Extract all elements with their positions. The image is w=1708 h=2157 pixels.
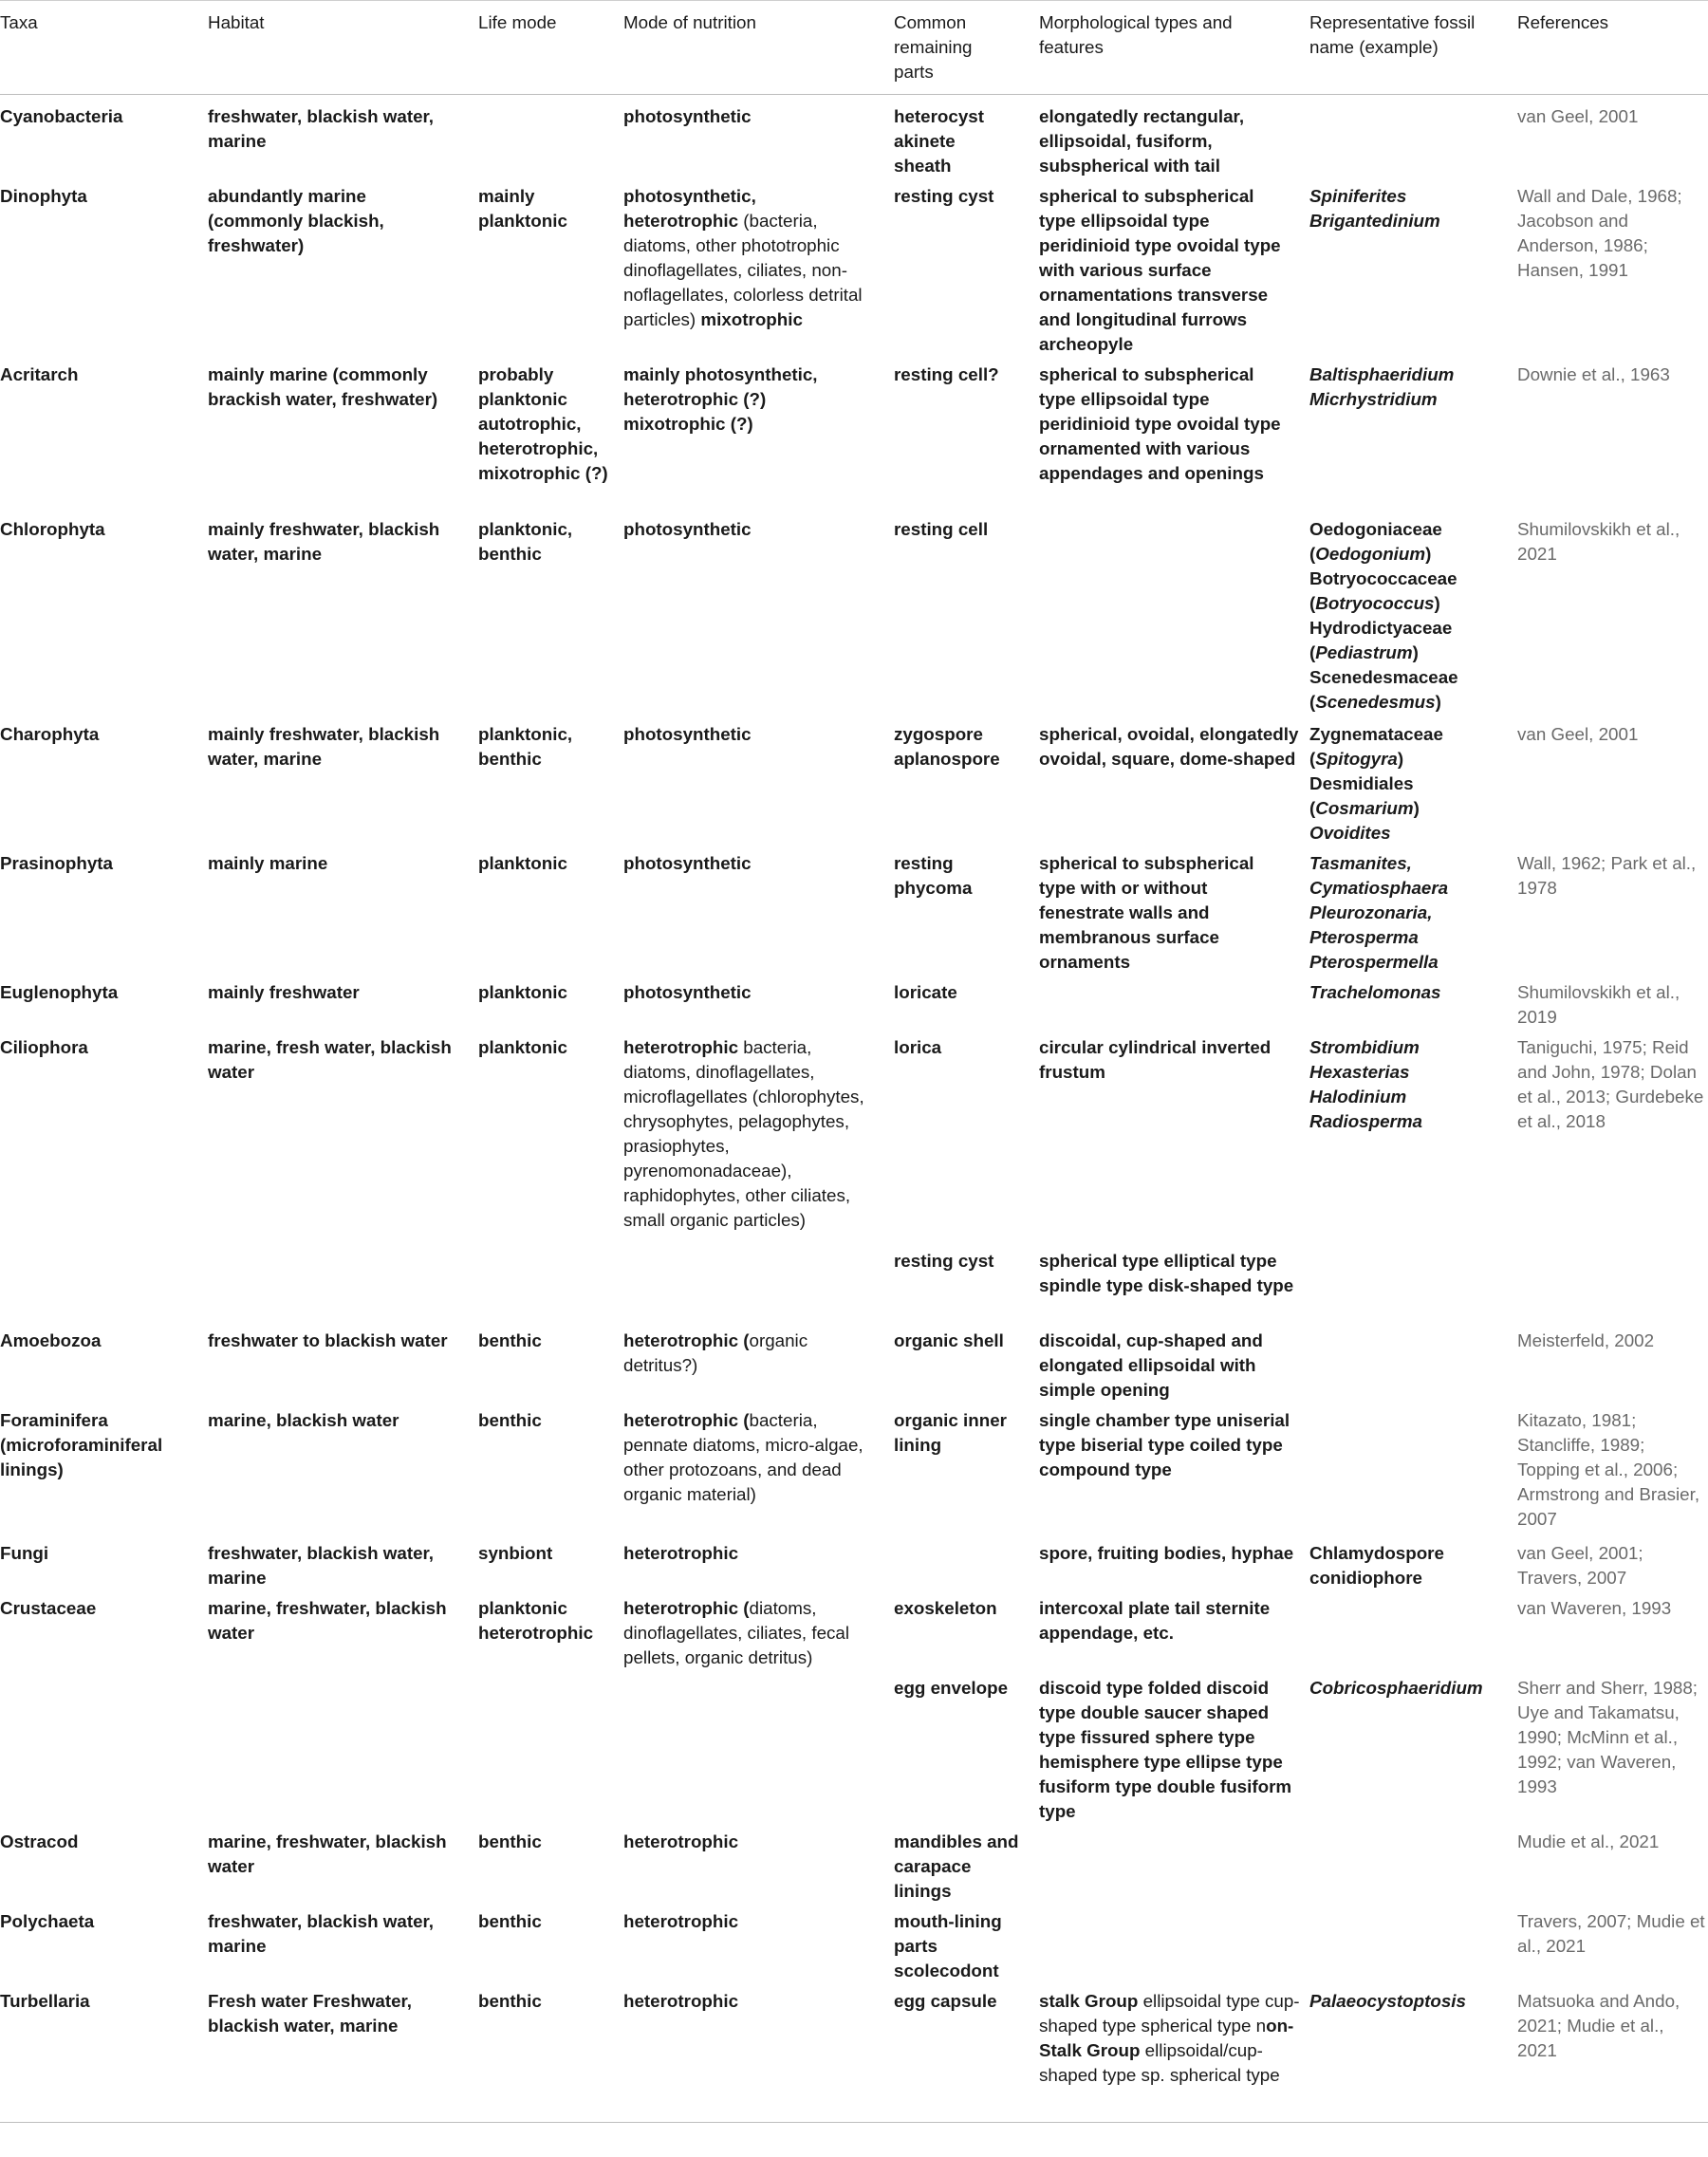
row-chlorophyta-refs: Shumilovskikh et al., 2021 — [1517, 519, 1680, 564]
row-ciliophora-morph: circular cylindrical inverted frustum — [1039, 1037, 1272, 1082]
row-ciliophora-fossil — [1309, 1035, 1509, 1134]
fossil-family: Hydrodictyaceae — [1309, 618, 1453, 638]
row-euglenophyta-taxa: Euglenophyta — [0, 982, 119, 1002]
fossil-name: Pleurozonaria, — [1309, 902, 1433, 922]
fossil-paren: ( — [1309, 798, 1316, 818]
fossil-name: Halodinium — [1309, 1087, 1407, 1106]
nutrition-detail: organic detritus?) — [623, 1330, 808, 1375]
row-amoebozoa-taxa: Amoebozoa — [0, 1330, 102, 1350]
row-dinophyta-habitat: abundantly marine (commonly blackish, freshwater) — [208, 186, 384, 255]
row-ostracod-parts: mandibles and carapace linings — [894, 1832, 1019, 1901]
fossil-paren: ( — [1309, 593, 1316, 613]
row-foraminifera-morph: single chamber type uniserial type biserial type coiled type compound type — [1039, 1410, 1290, 1479]
row-euglenophyta-habitat: mainly freshwater — [208, 982, 360, 1002]
row-cyanobacteria-parts: heterocyst akinete sheath — [894, 106, 984, 176]
row-prasinophyta-habitat: mainly marine — [208, 853, 328, 873]
row-dinophyta-fossil — [1309, 184, 1509, 233]
row-amoebozoa-morph: discoidal, cup-shaped and elongated ellipsoidal with simple opening — [1039, 1330, 1263, 1400]
row-turbellaria-parts: egg capsule — [894, 1991, 997, 2011]
row-ciliophora-habitat: marine, fresh water, blackish water — [208, 1037, 452, 1082]
row-chlorophyta-taxa: Chlorophyta — [0, 519, 105, 539]
nutrition-detail: (bacteria, diatoms, other phototrophic dinoflagellates, ciliates, non-noflagellates, colorless detrital particles) — [623, 211, 863, 329]
row-ostracod-life-mode: benthic — [478, 1832, 542, 1851]
row-cyanobacteria-habitat: freshwater, blackish water, marine — [208, 106, 435, 151]
row-acritarch-habitat: mainly marine (commonly brackish water, freshwater) — [208, 364, 438, 409]
row-crustaceae-nutrition — [623, 1596, 875, 1670]
fossil-name: Pterospermella — [1309, 952, 1439, 972]
row-prasinophyta-nutrition: photosynthetic — [623, 853, 752, 873]
row-crustaceae-refs: van Waveren, 1993 — [1517, 1598, 1672, 1618]
nutrition-part: heterotrophic ( — [623, 1598, 750, 1618]
fossil-name: Baltisphaeridium — [1309, 364, 1455, 384]
row-fungi-refs: van Geel, 2001; Travers, 2007 — [1517, 1543, 1643, 1588]
row-charophyta-habitat: mainly freshwater, blackish water, marine — [208, 724, 440, 769]
nutrition-part: mixotrophic — [700, 309, 803, 329]
header-life-mode: Life mode — [478, 12, 557, 32]
morph-detail: n — [1255, 2016, 1267, 2036]
fossil-genus: Pediastrum — [1315, 642, 1413, 662]
fossil-family: Zygnemataceae — [1309, 724, 1443, 744]
fossil-family: Desmidiales — [1309, 773, 1414, 793]
fossil-name: Pterosperma — [1309, 927, 1419, 947]
row-acritarch-refs: Downie et al., 1963 — [1517, 364, 1670, 384]
row-crustaceae-egg-fossil: Cobricosphaeridium — [1309, 1678, 1483, 1698]
row-euglenophyta-refs: Shumilovskikh et al., 2019 — [1517, 982, 1680, 1027]
fossil-paren: ( — [1309, 642, 1316, 662]
fossil-name: Brigantedinium — [1309, 211, 1440, 231]
row-amoebozoa-life-mode: benthic — [478, 1330, 542, 1350]
header-morph: Morphological types and features — [1039, 12, 1233, 57]
row-polychaeta-parts: mouth-lining parts scolecodont — [894, 1911, 1002, 1980]
row-ostracod-nutrition: heterotrophic — [623, 1832, 739, 1851]
row-prasinophyta-taxa: Prasinophyta — [0, 853, 113, 873]
row-polychaeta-nutrition: heterotrophic — [623, 1911, 739, 1931]
row-chlorophyta-habitat: mainly freshwater, blackish water, marine — [208, 519, 440, 564]
header-refs: References — [1517, 12, 1609, 32]
morph-group: stalk Group — [1039, 1991, 1139, 2011]
row-fungi-habitat: freshwater, blackish water, marine — [208, 1543, 435, 1588]
nutrition-part: heterotrophic ( — [623, 1410, 750, 1430]
row-euglenophyta-nutrition: photosynthetic — [623, 982, 752, 1002]
fossil-name: Micrhystridium — [1309, 389, 1438, 409]
row-ciliophora-refs: Taniguchi, 1975; Reid and John, 1978; Dolan et al., 2013; Gurdebeke et al., 2018 — [1517, 1037, 1704, 1131]
row-polychaeta-taxa: Polychaeta — [0, 1911, 95, 1931]
fossil-paren: ( — [1309, 749, 1316, 769]
fossil-genus: Cosmarium — [1315, 798, 1414, 818]
row-prasinophyta-refs: Wall, 1962; Park et al., 1978 — [1517, 853, 1697, 898]
row-charophyta-parts: zygospore aplanospore — [894, 724, 1000, 769]
row-polychaeta-life-mode: benthic — [478, 1911, 542, 1931]
row-dinophyta-taxa: Dinophyta — [0, 186, 87, 206]
row-turbellaria-taxa: Turbellaria — [0, 1991, 90, 2011]
nutrition-detail: diatoms, dinoflagellates, ciliates, fecal pellets, organic detritus) — [623, 1598, 850, 1667]
row-prasinophyta-fossil — [1309, 851, 1509, 975]
row-crustaceae-egg-refs: Sherr and Sherr, 1988; Uye and Takamatsu, 1990; McMinn et al., 1992; van Waveren, 1993 — [1517, 1678, 1699, 1796]
row-acritarch-parts: resting cell? — [894, 364, 999, 384]
row-dinophyta-nutrition — [623, 184, 884, 332]
row-fungi-nutrition: heterotrophic — [623, 1543, 739, 1563]
row-euglenophyta-fossil: Trachelomonas — [1309, 982, 1441, 1002]
fossil-paren: ( — [1309, 692, 1316, 712]
nutrition-part: heterotrophic ( — [623, 1330, 750, 1350]
row-acritarch-morph: spherical to subspherical type ellipsoidal type peridinioid type ovoidal type ornamented with various appendages and openings — [1039, 364, 1281, 483]
row-foraminifera-nutrition — [623, 1408, 875, 1507]
row-polychaeta-refs: Travers, 2007; Mudie et al., 2021 — [1517, 1911, 1705, 1956]
row-fungi-life-mode: synbiont — [478, 1543, 553, 1563]
row-fungi-taxa: Fungi — [0, 1543, 49, 1563]
fossil-name: Radiosperma — [1309, 1111, 1422, 1131]
morph-group: on-Stalk Group — [1039, 2016, 1294, 2060]
fossil-name: Spiniferites — [1309, 186, 1407, 206]
fossil-paren: ) — [1435, 692, 1441, 712]
row-crustaceae-egg-parts: egg envelope — [894, 1678, 1009, 1698]
row-chlorophyta-nutrition: photosynthetic — [623, 519, 752, 539]
fossil-paren: ( — [1309, 544, 1316, 564]
row-crustaceae-taxa: Crustaceae — [0, 1598, 97, 1618]
row-crustaceae-life-mode: planktonic heterotrophic — [478, 1598, 594, 1643]
fossil-paren: ) — [1434, 593, 1440, 613]
row-crustaceae-parts: exoskeleton — [894, 1598, 997, 1618]
row-ciliophora-taxa: Ciliophora — [0, 1037, 88, 1057]
row-ciliophora-life-mode: planktonic — [478, 1037, 567, 1057]
row-charophyta-fossil — [1309, 722, 1509, 846]
row-acritarch-fossil — [1309, 363, 1509, 412]
row-ciliophora-parts: lorica — [894, 1037, 942, 1057]
row-dinophyta-parts: resting cyst — [894, 186, 994, 206]
row-acritarch-life-mode: probably planktonic autotrophic, heterotrophic, mixotrophic (?) — [478, 364, 608, 483]
morph-detail: ellipsoidal type cup-shaped type spherical type — [1039, 1991, 1300, 2036]
row-fungi-fossil: Chlamydospore conidiophore — [1309, 1543, 1444, 1588]
nutrition-part: heterotrophic — [623, 1037, 739, 1057]
row-fungi-morph: spore, fruiting bodies, hyphae — [1039, 1543, 1294, 1563]
header-habitat: Habitat — [208, 12, 265, 32]
top-rule — [0, 0, 1708, 1]
header-parts: Common remaining parts — [894, 12, 973, 82]
row-ciliophora-cyst-parts: resting cyst — [894, 1251, 994, 1271]
row-polychaeta-habitat: freshwater, blackish water, marine — [208, 1911, 435, 1956]
row-turbellaria-nutrition: heterotrophic — [623, 1991, 739, 2011]
row-charophyta-life-mode: planktonic, benthic — [478, 724, 573, 769]
row-chlorophyta-fossil — [1309, 517, 1509, 715]
row-turbellaria-refs: Matsuoka and Ando, 2021; Mudie et al., 2021 — [1517, 1991, 1680, 2060]
nutrition-part: photosynthetic, — [623, 186, 756, 206]
row-foraminifera-refs: Kitazato, 1981; Stancliffe, 1989; Topping et al., 2006; Armstrong and Brasier, 2007 — [1517, 1410, 1700, 1529]
header-fossil: Representative fossil name (example) — [1309, 12, 1476, 57]
fossil-genus: Spitogyra — [1315, 749, 1398, 769]
row-dinophyta-refs: Wall and Dale, 1968; Jacobson and Anderson, 1986; Hansen, 1991 — [1517, 186, 1682, 280]
fossil-name: Strombidium — [1309, 1037, 1420, 1057]
row-amoebozoa-refs: Meisterfeld, 2002 — [1517, 1330, 1655, 1350]
header-taxa: Taxa — [0, 12, 38, 32]
row-crustaceae-egg-morph: discoid type folded discoid type double saucer shaped type fissured sphere type hemisphere type ellipse type fusiform type double fusiform type — [1039, 1678, 1292, 1821]
fossil-name: Cymatiosphaera — [1309, 878, 1449, 898]
nutrition-detail: bacteria, pennate diatoms, micro-algae, other protozoans, and dead organic material) — [623, 1410, 863, 1504]
fossil-family: Oedogoniaceae — [1309, 519, 1442, 539]
row-amoebozoa-nutrition — [623, 1329, 875, 1378]
row-cyanobacteria-nutrition: photosynthetic — [623, 106, 752, 126]
row-dinophyta-life-mode: mainly planktonic — [478, 186, 567, 231]
row-turbellaria-morph — [1039, 1989, 1300, 2088]
row-prasinophyta-parts: resting phycoma — [894, 853, 973, 898]
row-cyanobacteria-taxa: Cyanobacteria — [0, 106, 123, 126]
row-amoebozoa-habitat: freshwater to blackish water — [208, 1330, 448, 1350]
row-acritarch-nutrition: mainly photosynthetic, heterotrophic (?) mixotrophic (?) — [623, 364, 818, 434]
row-charophyta-nutrition: photosynthetic — [623, 724, 752, 744]
row-chlorophyta-life-mode: planktonic, benthic — [478, 519, 573, 564]
header-nutrition: Mode of nutrition — [623, 12, 756, 32]
row-cyanobacteria-morph: elongatedly rectangular, ellipsoidal, fusiform, subspherical with tail — [1039, 106, 1245, 176]
fossil-paren: ) — [1412, 642, 1419, 662]
row-ostracod-refs: Mudie et al., 2021 — [1517, 1832, 1660, 1851]
row-cyanobacteria-refs: van Geel, 2001 — [1517, 106, 1639, 126]
row-ciliophora-nutrition — [623, 1035, 875, 1233]
fossil-name: Hexasterias — [1309, 1062, 1410, 1082]
fossil-genus: Oedogonium — [1315, 544, 1426, 564]
row-crustaceae-habitat: marine, freshwater, blackish water — [208, 1598, 447, 1643]
row-foraminifera-taxa: Foraminifera (microforaminiferal linings) — [0, 1410, 163, 1479]
row-turbellaria-fossil: Palaeocystoptosis — [1309, 1991, 1466, 2011]
row-euglenophyta-parts: loricate — [894, 982, 957, 1002]
row-prasinophyta-life-mode: planktonic — [478, 853, 567, 873]
row-foraminifera-habitat: marine, blackish water — [208, 1410, 399, 1430]
row-ostracod-taxa: Ostracod — [0, 1832, 79, 1851]
nutrition-detail: bacteria, diatoms, dinoflagellates, microflagellates (chlorophytes, chrysophytes, pelagophytes, prasiophytes, pyrenomonadaceae), raphidophytes, other ciliates, small organic particles) — [623, 1037, 864, 1230]
fossil-name: Tasmanites, — [1309, 853, 1412, 873]
row-charophyta-taxa: Charophyta — [0, 724, 100, 744]
row-charophyta-refs: van Geel, 2001 — [1517, 724, 1639, 744]
row-foraminifera-life-mode: benthic — [478, 1410, 542, 1430]
row-prasinophyta-morph: spherical to subspherical type with or without fenestrate walls and membranous surface ornaments — [1039, 853, 1254, 972]
row-euglenophyta-life-mode: planktonic — [478, 982, 567, 1002]
fossil-paren: ) — [1425, 544, 1432, 564]
fossil-genus: Botryococcus — [1315, 593, 1435, 613]
row-crustaceae-morph: intercoxal plate tail sternite appendage, etc. — [1039, 1598, 1271, 1643]
row-turbellaria-habitat: Fresh water Freshwater, blackish water, marine — [208, 1991, 413, 2036]
header-rule — [0, 94, 1708, 95]
bottom-rule — [0, 2122, 1708, 2123]
fossil-family: Scenedesmaceae — [1309, 667, 1458, 687]
row-turbellaria-life-mode: benthic — [478, 1991, 542, 2011]
fossil-genus: Scenedesmus — [1315, 692, 1436, 712]
row-ciliophora-cyst-morph: spherical type elliptical type spindle type disk-shaped type — [1039, 1251, 1294, 1295]
row-chlorophyta-parts: resting cell — [894, 519, 989, 539]
row-ostracod-habitat: marine, freshwater, blackish water — [208, 1832, 447, 1876]
row-foraminifera-parts: organic inner lining — [894, 1410, 1007, 1455]
row-dinophyta-morph: spherical to subspherical type ellipsoidal type peridinioid type ovoidal type with various surface ornamentations transverse and longitudinal furrows archeopyle — [1039, 186, 1281, 354]
nutrition-part: heterotrophic — [623, 211, 739, 231]
morph-detail: ellipsoidal/cup-shaped type sp. spherical type — [1039, 2040, 1280, 2085]
fossil-genus: Ovoidites — [1309, 823, 1391, 843]
row-acritarch-taxa: Acritarch — [0, 364, 79, 384]
row-charophyta-morph: spherical, ovoidal, elongatedly ovoidal, square, dome-shaped — [1039, 724, 1299, 769]
fossil-paren: ) — [1397, 749, 1404, 769]
fossil-family: Botryococcaceae — [1309, 568, 1457, 588]
row-amoebozoa-parts: organic shell — [894, 1330, 1004, 1350]
fossil-paren: ) — [1413, 798, 1420, 818]
